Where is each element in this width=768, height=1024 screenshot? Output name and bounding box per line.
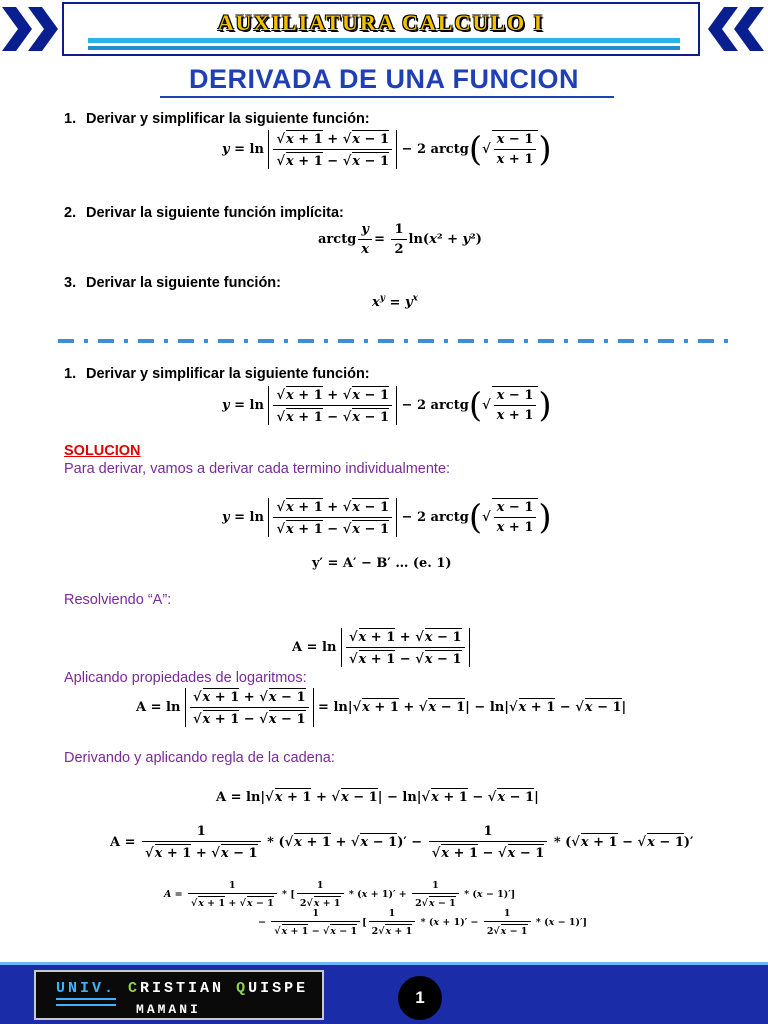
log-properties-text: Aplicando propiedades de logaritmos: bbox=[64, 670, 307, 686]
left-chevrons-icon bbox=[2, 4, 62, 54]
author-name-line-2: MAMANI bbox=[136, 1002, 201, 1017]
section-divider bbox=[58, 339, 730, 343]
author-name-line-1: UNIV. CRISTIAN QUISPE bbox=[56, 980, 309, 997]
problem-1: 1. Derivar y simplificar la siguiente función: bbox=[64, 111, 370, 127]
equation-problem-1: y = ln $\frac{√x + 1 + √x - 1}{√x + 1 - √x - 1}$ − 2 arctg(√ $\frac{x - 1}{x + 1}$ ) bbox=[222, 129, 552, 170]
problem-3: 3. Derivar la siguiente función: bbox=[64, 275, 281, 291]
chain-rule-text: Derivando y aplicando regla de la cadena: bbox=[64, 750, 335, 766]
author-accent-bar bbox=[56, 998, 116, 1000]
resolving-a-text: Resolviendo “A”: bbox=[64, 592, 172, 608]
solution-problem-heading: 1. Derivar y simplificar la siguiente función: bbox=[64, 366, 370, 382]
solution-label: SOLUCION bbox=[64, 443, 141, 459]
problem-2: 2. Derivar la siguiente función implícita: bbox=[64, 205, 344, 221]
header-stripe bbox=[88, 46, 680, 50]
title-underline bbox=[160, 96, 614, 98]
equation-a-derivative: A = $\frac{1}{√x + 1 + √x - 1}$ * (√x + 1 + √x − 1)′ − $\frac{1}{√x + 1 - √x - 1}$ * (√x + 1 − √x − 1)′ bbox=[110, 824, 694, 861]
right-chevrons-icon bbox=[704, 4, 764, 54]
equation-problem-2: arctg $\frac{y}{x}$ = $\frac{1}{2}$ ln(x² + y²) bbox=[318, 222, 482, 257]
author-accent-bar bbox=[56, 1004, 116, 1006]
page-title: DERIVADA DE UNA FUNCION bbox=[188, 64, 579, 94]
equation-a-expanded-1: A = $\frac{1}{√x + 1 + √x - 1}$ * [ $\frac{1}{2√x + 1}$ * (x + 1)′ + $\frac{1}{2√x - 1}$ * (x − 1)′] bbox=[164, 880, 516, 909]
equation-a-expanded-2: − $\frac{1}{√x + 1 - √x - 1}$ [ $\frac{1}{2√x + 1}$ * (x + 1)′ − $\frac{1}{2√x - 1}$ * (x − 1)′] bbox=[258, 908, 587, 937]
equation-problem-3: $x^y = y^x$ bbox=[372, 294, 418, 311]
equation-a-log: A = ln $\frac{√x + 1 + √x - 1}{√x + 1 - √x - 1}$ = ln|√x + 1 + √x − 1| − ln|√x + 1 − √x − 1| bbox=[136, 690, 627, 727]
equation-restated: y = ln $\frac{√x + 1 + √x - 1}{√x + 1 - √x - 1}$ − 2 arctg(√ $\frac{x - 1}{x + 1}$ ) bbox=[222, 385, 552, 426]
author-box bbox=[34, 970, 324, 1020]
equation-a-split: A = ln|√x + 1 + √x − 1| − ln|√x + 1 − √x − 1| bbox=[216, 790, 539, 805]
header-banner bbox=[62, 2, 700, 56]
equation-a: A = ln $\frac{√x + 1 + √x - 1}{√x + 1 - √x - 1}$ bbox=[292, 628, 470, 667]
header-title: AUXILIATURA CALCULO I bbox=[217, 10, 545, 35]
footer-top-line bbox=[0, 962, 768, 965]
equation-y: y = ln $\frac{√x + 1 + √x - 1}{√x + 1 - √x - 1}$ − 2 arctg(√ $\frac{x - 1}{x + 1}$ ) bbox=[222, 497, 552, 538]
header-stripe bbox=[88, 38, 680, 43]
solution-intro: Para derivar, vamos a derivar cada termino individualmente: bbox=[64, 461, 451, 477]
equation-e1: y′ = A′ − B′ … (e. 1) bbox=[312, 556, 452, 571]
page-number: 1 bbox=[398, 976, 442, 1020]
